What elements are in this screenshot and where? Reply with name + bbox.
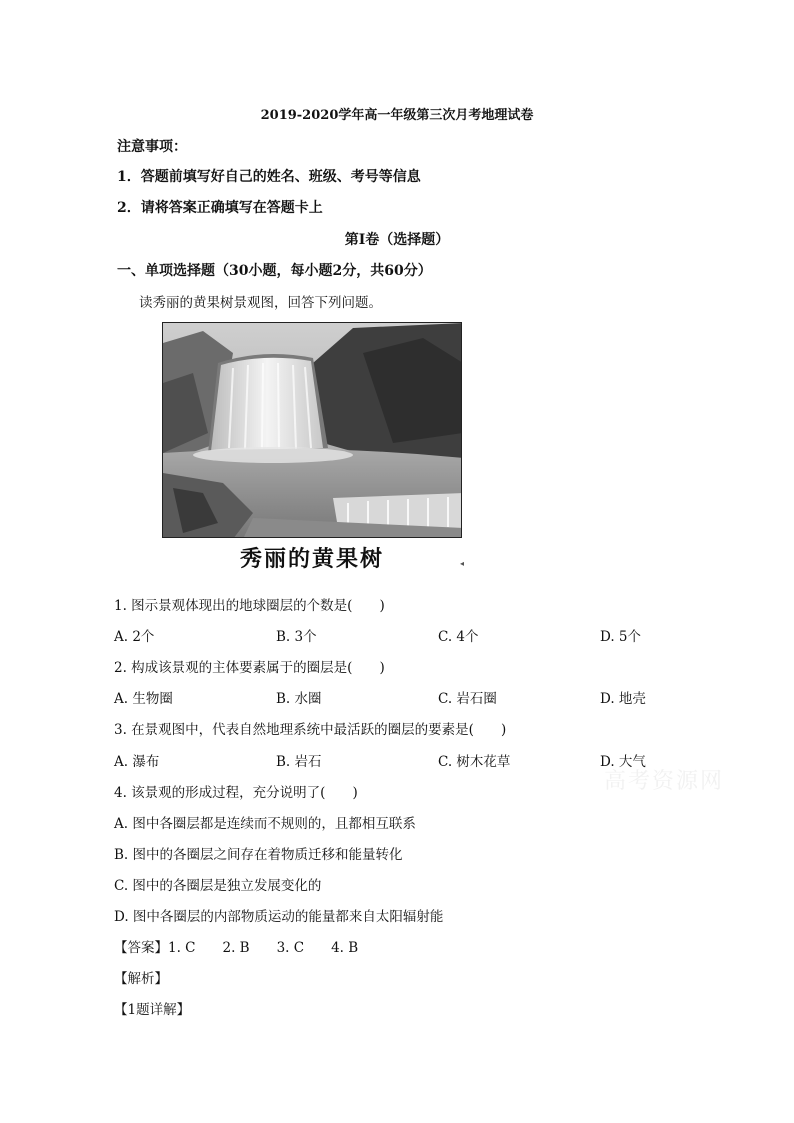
option-d: D. 地壳 bbox=[600, 691, 646, 707]
option-b: B. 图中的各圈层之间存在着物质迁移和能量转化 bbox=[114, 847, 403, 863]
figure-caption: 秀丽的黄果树 bbox=[239, 546, 384, 572]
option-c: C. 4个 bbox=[438, 629, 479, 645]
waterfall-photo bbox=[162, 322, 462, 538]
analysis-label: 【解析】 bbox=[114, 971, 168, 987]
notice-heading: 注意事项： bbox=[117, 139, 187, 155]
answer-line: 【答案】1. C 2. B 3. C 4. B bbox=[114, 940, 359, 956]
option-d: D. 5个 bbox=[600, 629, 642, 645]
option-c: C. 岩石圈 bbox=[438, 691, 497, 707]
option-a: A. 图中各圈层都是连续而不规则的，且都相互联系 bbox=[114, 816, 416, 832]
option-b: B. 岩石 bbox=[276, 754, 322, 770]
section-title: 一、单项选择题（30小题，每小题2分，共60分） bbox=[117, 263, 432, 279]
question-stem: 4. 该景观的形成过程，充分说明了( ) bbox=[114, 785, 358, 801]
detail-label: 【1题详解】 bbox=[114, 1002, 191, 1018]
option-a: A. 生物圈 bbox=[114, 691, 173, 707]
notice-item: 2．请将答案正确填写在答题卡上 bbox=[117, 200, 323, 216]
option-d: D. 大气 bbox=[600, 754, 646, 770]
question-stem: 1. 图示景观体现出的地球圈层的个数是( ) bbox=[114, 598, 385, 614]
option-b: B. 3个 bbox=[276, 629, 317, 645]
watermark: 高考资源网 bbox=[604, 769, 725, 794]
option-a: A. 瀑布 bbox=[114, 754, 160, 770]
option-b: B. 水圈 bbox=[276, 691, 322, 707]
notice-item: 1．答题前填写好自己的姓名、班级、考号等信息 bbox=[117, 169, 421, 185]
question-stem: 3. 在景观图中，代表自然地理系统中最活跃的圈层的要素是( ) bbox=[114, 722, 507, 738]
question-intro: 读秀丽的黄果树景观图，回答下列问题。 bbox=[139, 295, 382, 311]
option-c: C. 树木花草 bbox=[438, 754, 511, 770]
option-d: D. 图中各圈层的内部物质运动的能量都来自太阳辐射能 bbox=[114, 909, 444, 925]
part-title: 第I卷（选择题） bbox=[344, 232, 450, 248]
option-c: C. 图中的各圈层是独立发展变化的 bbox=[114, 878, 322, 894]
option-a: A. 2个 bbox=[114, 629, 155, 645]
small-mark: ◂ bbox=[460, 559, 465, 568]
exam-title: 2019-2020学年高一年级第三次月考地理试卷 bbox=[260, 108, 534, 123]
question-stem: 2. 构成该景观的主体要素属于的圈层是( ) bbox=[114, 660, 385, 676]
